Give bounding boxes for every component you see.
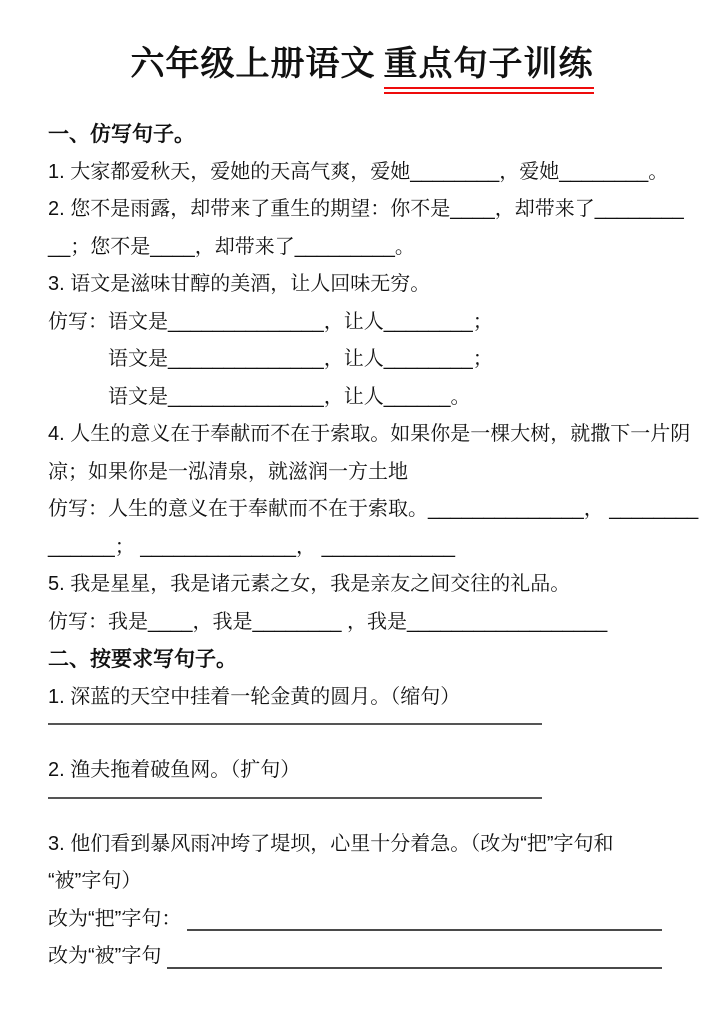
- section-one-heading: 一、仿写句子。: [48, 123, 195, 146]
- title-highlight-red-underline: 重点句子训练: [384, 36, 594, 94]
- q3-imitate-line2: 语文是______________，让人________；: [108, 348, 493, 370]
- bei-sentence-row: [48, 938, 676, 976]
- q3-sentence: 3. 语文是滋味甘醇的美酒，让人回味无穷。: [48, 273, 431, 295]
- q3-imitate-line3: 语文是______________，让人______。: [108, 385, 471, 408]
- q3-imitate-line1: 仿写：语文是______________，让人________；: [48, 310, 493, 333]
- s2-q1-answer-blank-line: [48, 716, 542, 725]
- s2-question-2: 2. 渔夫拖着破鱼网。（扩句）: [48, 759, 301, 781]
- s2-question-1: 1. 深蓝的天空中挂着一轮金黄的圆月。（缩句）: [48, 685, 461, 708]
- ba-sentence-blank-line: [187, 929, 662, 931]
- q1-sentence: 1. 大家都爱秋天，爱她的天高气爽，爱她________，爱她________。: [48, 160, 669, 183]
- s2-q2-answer-blank-line: [48, 790, 542, 799]
- q5-sentence: 5. 我是星星，我是诸元素之女，我是亲友之间交往的礼品。: [48, 573, 571, 595]
- page-title: [48, 0, 676, 94]
- q4-imitate-line2: ______； ______________， ____________: [48, 535, 456, 558]
- q5-imitate: 仿写：我是____，我是________ ，我是__________________: [48, 610, 608, 633]
- ba-sentence-label: 改为“把”字句：: [48, 907, 182, 930]
- s2-question-3-line1: 3. 他们看到暴风雨冲垮了堤坝，心里十分着急。（改为“把”字句和: [48, 832, 614, 855]
- bei-sentence-label: 改为“被”字句: [48, 945, 162, 967]
- q2-sentence-line2: __；您不是____，却带来了_________。: [48, 235, 415, 258]
- title-prefix: 六年级上册语文: [130, 45, 376, 83]
- q2-sentence-line1: 2. 您不是雨露，却带来了重生的期望：你不是____，却带来了________: [48, 198, 684, 220]
- q4-imitate-line1: 仿写：人生的意义在于奉献而不在于索取。______________， ________: [48, 498, 699, 520]
- q4-sentence-line1: 4. 人生的意义在于奉献而不在于索取。如果你是一棵大树，就撒下一片阴: [48, 423, 691, 445]
- q4-sentence-line2: 凉；如果你是一泓清泉，就滋润一方土地: [48, 460, 408, 483]
- s2-question-3-line2: “被”字句）: [48, 870, 142, 892]
- section-two-heading: 二、按要求写句子。: [48, 648, 237, 671]
- bei-sentence-blank-line: [167, 967, 662, 969]
- ba-sentence-row: [48, 901, 676, 939]
